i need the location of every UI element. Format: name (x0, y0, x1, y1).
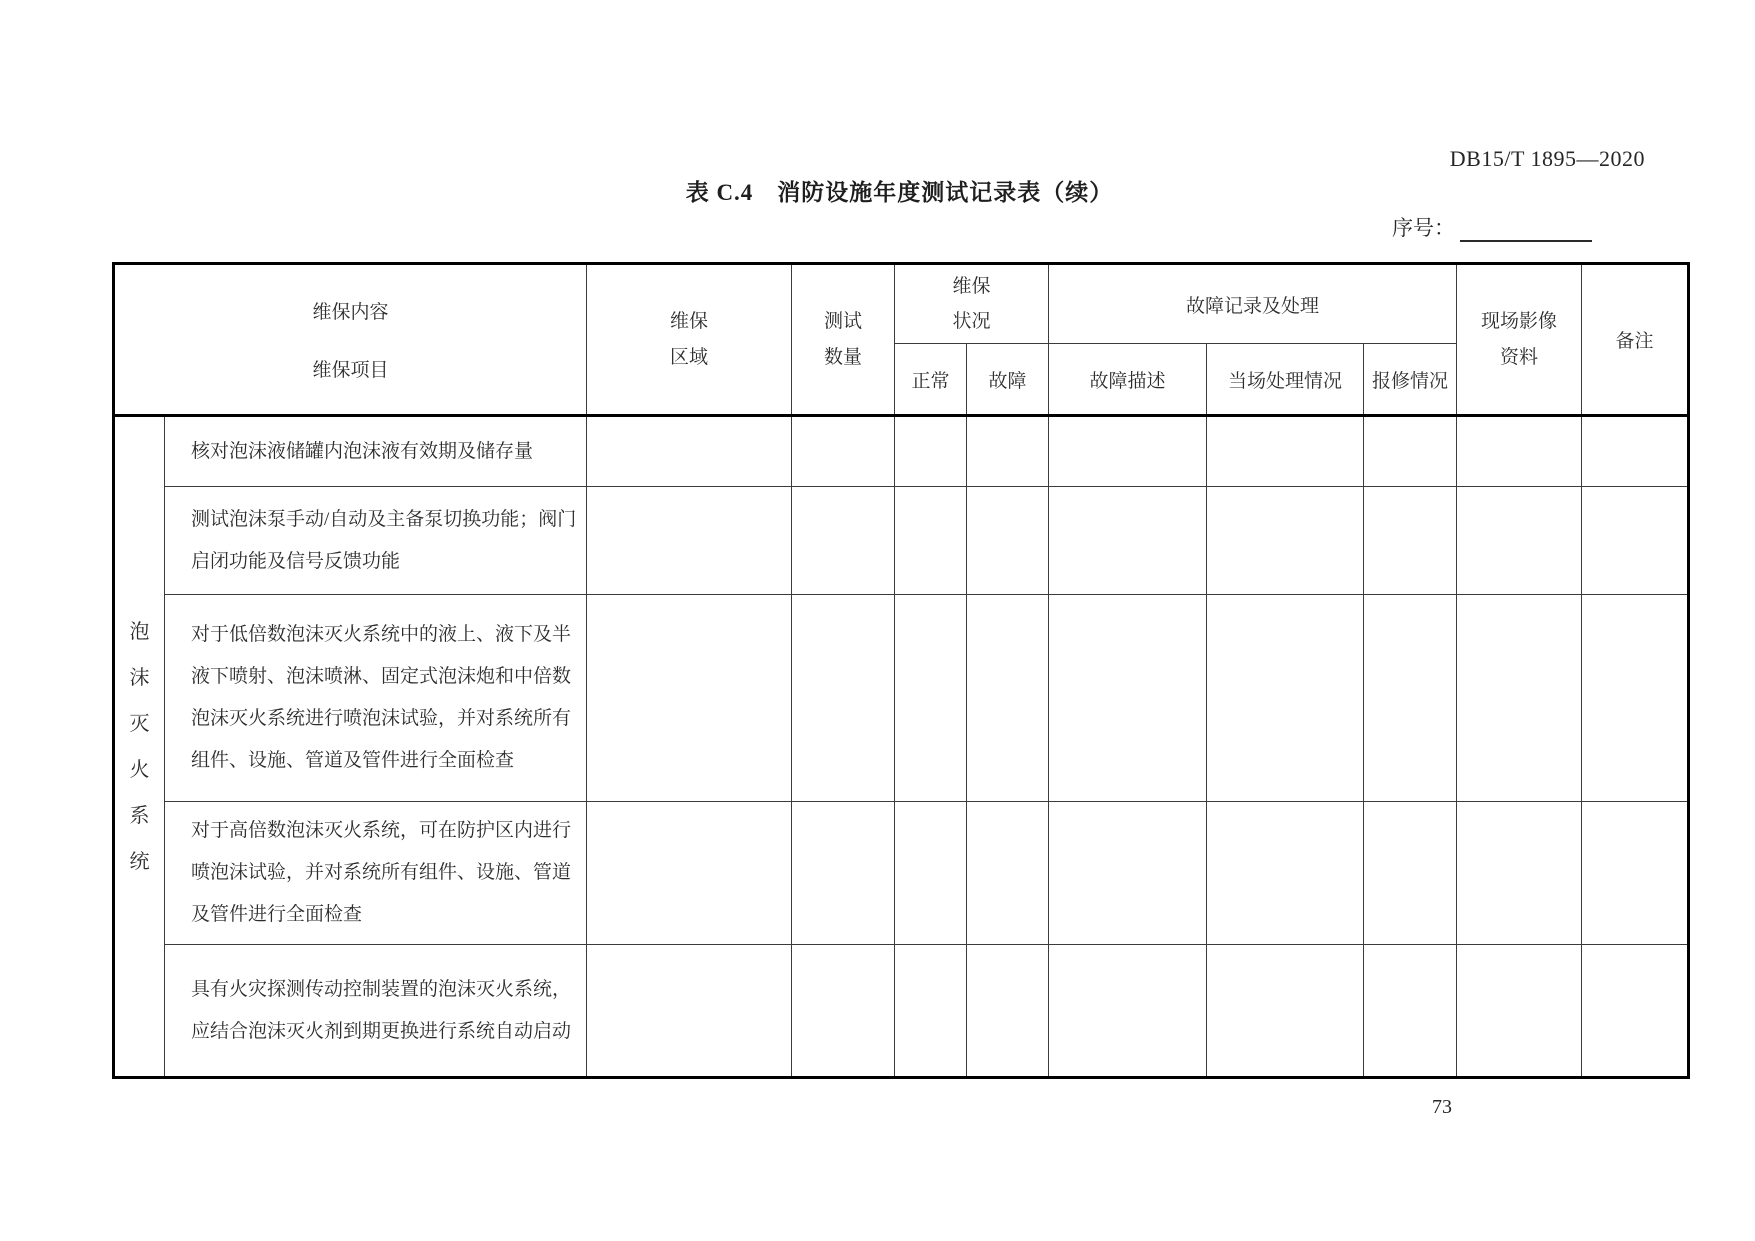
blank-cell (895, 416, 967, 487)
blank-cell (1207, 945, 1364, 1078)
blank-cell (967, 487, 1049, 595)
header-area-label: 维保区域 (670, 311, 709, 368)
blank-cell (1364, 802, 1457, 945)
blank-cell (1049, 595, 1207, 802)
header-normal-cell: 正常 (895, 344, 967, 416)
serial-number-blank (1460, 214, 1592, 242)
blank-cell (1364, 416, 1457, 487)
table-row (114, 945, 1689, 1078)
blank-cell (792, 945, 895, 1078)
header-status-cell (895, 264, 1049, 344)
table-row (114, 595, 1689, 802)
blank-cell (587, 945, 792, 1078)
header-fault-group-cell: 故障记录及处理 (1049, 264, 1457, 344)
blank-cell (1457, 802, 1582, 945)
blank-cell (1049, 945, 1207, 1078)
blank-cell (1457, 416, 1582, 487)
blank-cell (1582, 945, 1689, 1078)
item-cell: 核对泡沫液储罐内泡沫液有效期及储存量 (165, 416, 587, 487)
header-media-label: 现场影像资料 (1481, 311, 1558, 368)
system-name-cell (114, 416, 165, 1078)
blank-cell (967, 802, 1049, 945)
blank-cell (1582, 802, 1689, 945)
blank-cell (1207, 416, 1364, 487)
table-row (114, 802, 1689, 945)
blank-cell (1207, 595, 1364, 802)
blank-cell (895, 595, 967, 802)
blank-cell (1049, 487, 1207, 595)
blank-cell (1582, 416, 1689, 487)
blank-cell (1049, 802, 1207, 945)
blank-cell (895, 802, 967, 945)
blank-cell (792, 487, 895, 595)
item-cell: 对于低倍数泡沫灭火系统中的液上、液下及半液下喷射、泡沫喷淋、固定式泡沫炮和中倍数泡沫灭火系统进行喷泡沫试验，并对系统所有组件、设施、管道及管件进行全面检查 (165, 595, 587, 802)
table-row (114, 487, 1689, 595)
blank-cell (895, 487, 967, 595)
table-row (114, 416, 1689, 487)
standard-code: DB15/T 1895—2020 (1449, 146, 1645, 171)
item-cell: 对于高倍数泡沫灭火系统，可在防护区内进行喷泡沫试验，并对系统所有组件、设施、管道及管件进行全面检查 (165, 802, 587, 945)
item-cell: 测试泡沫泵手动/自动及主备泵切换功能；阀门启闭功能及信号反馈功能 (165, 487, 587, 595)
blank-cell (587, 802, 792, 945)
header-qty-cell (792, 264, 895, 416)
blank-cell (1364, 595, 1457, 802)
blank-cell (1457, 595, 1582, 802)
system-name-label: 泡沫灭火系统 (129, 620, 150, 873)
blank-cell (792, 595, 895, 802)
serial-number-row (1392, 212, 1592, 242)
header-status-label: 维保状况 (952, 275, 991, 332)
header-item-label: 维保项目 (312, 359, 389, 381)
header-content-label: 维保内容 (312, 302, 389, 324)
blank-cell (792, 802, 895, 945)
header-row-1 (114, 264, 1689, 344)
blank-cell (792, 416, 895, 487)
header-remark-cell: 备注 (1582, 264, 1689, 416)
blank-cell (967, 595, 1049, 802)
blank-cell (1049, 416, 1207, 487)
blank-cell (967, 416, 1049, 487)
serial-number-label: 序号： (1392, 216, 1455, 240)
blank-cell (1364, 487, 1457, 595)
header-media-cell (1457, 264, 1582, 416)
blank-cell (1457, 487, 1582, 595)
item-cell: 具有火灾探测传动控制装置的泡沫灭火系统，应结合泡沫灭火剂到期更换进行系统自动启动 (165, 945, 587, 1078)
header-onsite-cell: 当场处理情况 (1207, 344, 1364, 416)
blank-cell (587, 416, 792, 487)
blank-cell (895, 945, 967, 1078)
blank-cell (587, 595, 792, 802)
header-fault-cell: 故障 (967, 344, 1049, 416)
table-title: 表 C.4 消防设施年度测试记录表（续） (685, 180, 1114, 205)
blank-cell (1364, 945, 1457, 1078)
blank-cell (1582, 487, 1689, 595)
blank-cell (587, 487, 792, 595)
blank-cell (1457, 945, 1582, 1078)
blank-cell (1207, 487, 1364, 595)
blank-cell (1582, 595, 1689, 802)
header-qty-label: 测试数量 (824, 311, 863, 368)
header-maintenance-stack (115, 267, 586, 413)
page-number: 73 (1432, 1096, 1452, 1118)
blank-cell (967, 945, 1049, 1078)
header-repair-cell: 报修情况 (1364, 344, 1457, 416)
blank-cell (1207, 802, 1364, 945)
header-area-cell (587, 264, 792, 416)
header-fault-desc-cell: 故障描述 (1049, 344, 1207, 416)
annual-test-record-table (112, 262, 1690, 1079)
header-maintenance-cell (114, 264, 587, 416)
